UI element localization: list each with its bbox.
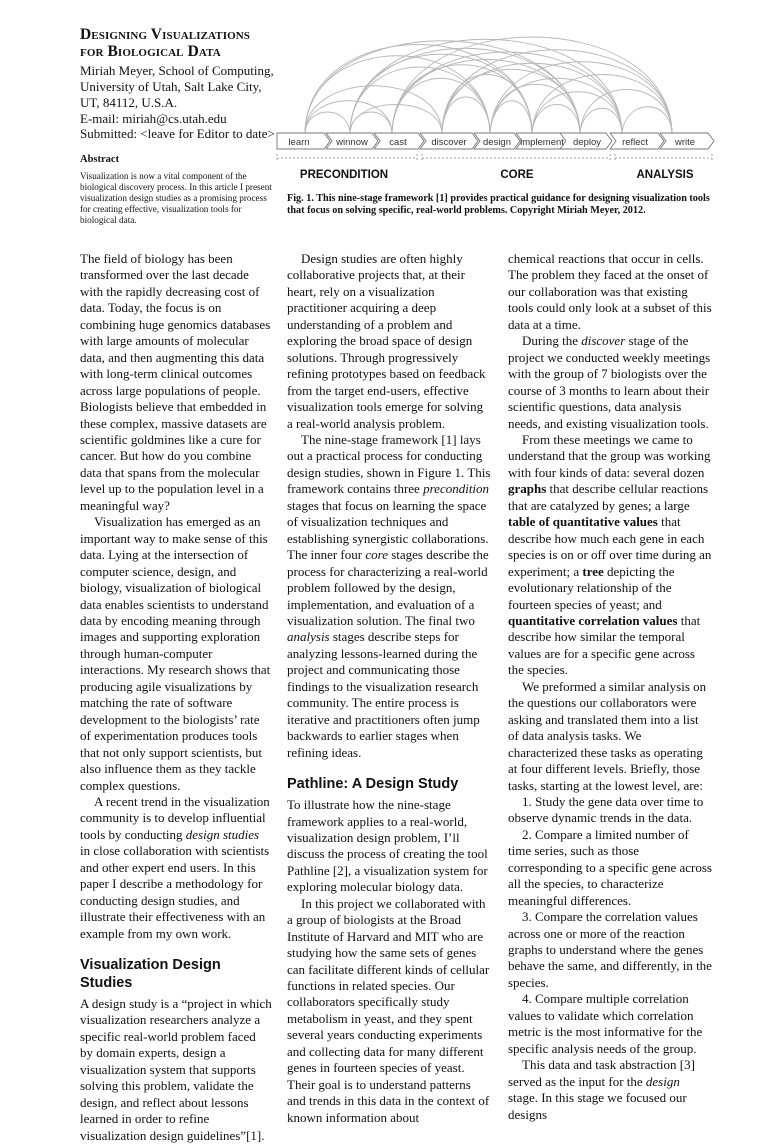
stage-label-design: design [483, 137, 511, 148]
author-block [80, 63, 274, 127]
stage-label-cast: cast [389, 137, 407, 148]
paragraph [508, 1057, 712, 1123]
text-run: The nine-stage framework [1] lays out a practical process for conducting design studies, shown in Figure 1. This framework contains three [287, 431, 491, 497]
text-run: This data and task abstraction [3] served as the input for the [508, 1057, 695, 1089]
backward-arcs [305, 37, 672, 133]
emphasis: core [365, 547, 388, 563]
stage-label-reflect: reflect [622, 137, 648, 148]
paragraph [508, 432, 712, 679]
text-run: A recent trend in the visualization community is to develop influential tools by conducting [80, 793, 270, 842]
paragraph: To illustrate how the nine-stage framework applies to a real-world, visualization design problem, I’ll discuss the process of creating the tool Pathline [2], a visualization system for exploring molecular biology data. [287, 797, 488, 895]
paper-title [80, 26, 250, 60]
emphasis: design studies [185, 826, 260, 842]
stage-label-write: write [674, 137, 696, 148]
author-email: E-mail: miriah@cs.utah.edu [80, 111, 227, 126]
title-line-2: for Biological Data [80, 43, 221, 60]
body-column-1 [80, 251, 272, 1144]
list-item: 3. Compare the correlation values across one or more of the reaction graphs to understand where the genes behave the same, and differently, in the species. [508, 909, 712, 990]
text-run: From these meetings we came to understand that the group was working with four kinds of data: several dozen [508, 431, 711, 480]
paragraph: Visualization has emerged as an important way to make sense of this data. Lying at the intersection of computer science, design, and biology, visualization of biological data enables scientists to understand data by encoding meaning through images and supporting exploration through human-computer interactions. My research shows that producing agile visualizations by matching the rate of software development to the biologists’ rate of experimentation produces tools that not only support scientists, but also influence them as they tackle complex questions. [80, 514, 271, 793]
paragraph: A design study is a “project in which visualization researchers analyze a specific real-world problem faced by domain experts, design a visualization system that supports solving this problem, validate the design, and reflect about lessons learned in order to refine visualization design guidelines”[1]. [80, 996, 272, 1143]
abstract-text: Visualization is now a vital component of the biological discovery process. In this article I present visualization design studies as a promising process for creating effective, visualization tools for biological data. [80, 171, 272, 225]
section-heading: Pathline: A Design Study [287, 776, 459, 793]
author-line: University of Utah, Salt Lake City, [80, 79, 262, 94]
group-label-core: CORE [500, 169, 534, 181]
text-run: stages describe steps for analyzing lessons-learned during the project and communicating those findings to the visualization research community. The entire process is iterative and practitioners often jump backwards to earlier stages when refining ideas. [287, 629, 480, 760]
bold-term: tree [582, 563, 604, 579]
paragraph: We preformed a similar analysis on the questions our collaborators were asking and translated them into a list of data analysis tasks. We characterized these tasks as operating at four different levels. Briefly, those tasks, starting at the lowest level, are: [508, 678, 707, 793]
text-run: stage. In this stage we focused our designs [508, 1090, 687, 1122]
paragraph: chemical reactions that occur in cells. The problem they faced at the onset of our collaboration was that existing tools could only look at a subset of this data at a time. [508, 251, 712, 332]
bold-term: quantitative correlation values [508, 612, 678, 628]
list-item: 2. Compare a limited number of time series, such as those corresponding to a specific gene across all the species, to characterize meaningful differences. [508, 826, 712, 908]
group-dividers [277, 154, 712, 162]
emphasis: design [645, 1073, 680, 1089]
text-run: stages that focus on learning the space of visualization techniques and establishing synergistic collaborations. The inner four [287, 497, 489, 563]
text-run: that describe cellular reactions that are catalyzed by genes; a large [508, 481, 708, 513]
author-line: Miriah Meyer, School of Computing, [80, 63, 274, 78]
list-item: 1. Study the gene data over time to observe dynamic trends in the data. [508, 793, 704, 826]
text-run: stages describe the process for characterizing a real-world problem followed by the design, implementation, and evaluation of a visualization solution. The final two [287, 547, 489, 628]
body-column-3 [508, 251, 712, 1123]
stage-label-implement: implement [520, 137, 564, 148]
paragraph [287, 432, 491, 761]
paragraph [80, 794, 272, 942]
title-line-1: Designing Visualizations [80, 26, 251, 43]
submitted-line: Submitted: <leave for Editor to date> [80, 126, 275, 141]
figure-caption: Fig. 1. This nine-stage framework [1] provides practical guidance for designing visualization tools that focus on solving specific, real-world problems. Copyright Miriah Meyer, 2012. [287, 193, 710, 216]
text-run: stage of the project we conducted weekly meetings with the group of 7 biologists over the course of 3 months to learn about their scientific questions, data analysis needs, and existing visualization tools. [508, 333, 711, 431]
abstract-heading: Abstract [80, 154, 120, 165]
body-column-2 [287, 251, 491, 1126]
paragraph: Design studies are often highly collaborative projects that, at their heart, rely on a visualization practitioner acquiring a deep understanding of a problem and exploring the broad space of design solutions. Through progressively refining prototypes based on feedback from the target end-users, effective visualization tools emerge for solving a real-world analysis problem. [287, 251, 486, 431]
bold-term: graphs [508, 481, 547, 497]
stage-label-deploy: deploy [573, 137, 601, 148]
bold-term: table of quantitative values [508, 514, 658, 530]
text-run: that describe how similar the temporal values are for a specific gene across the species. [508, 612, 701, 678]
group-label-analysis: ANALYSIS [636, 169, 694, 181]
paragraph [508, 333, 712, 432]
emphasis: analysis [287, 629, 330, 645]
author-line: UT, 84112, U.S.A. [80, 95, 178, 110]
emphasis: precondition [423, 481, 490, 497]
group-label-precondition: PRECONDITION [299, 169, 389, 181]
text-run: in close collaboration with scientists and other expert end users. In this paper I describe a methodology for conducting design studies, and illustrate their effectiveness with an example from my own work. [80, 843, 270, 941]
text-run: that describe how much each gene in each species is on or off over time during an experiment; a [508, 514, 712, 579]
text-run: During the [522, 333, 582, 349]
section-heading: Visualization Design Studies [80, 957, 221, 992]
paragraph: The field of biology has been transformed over the last decade with the rapidly decreasing cost of data. Today, the focus is on combining huge genomics databases with large amounts of molecular data, and then augmenting this data with long-term clinical outcomes across large populations of people. Biologists believe that embedded in these complex, massive datasets are scientific goldmines like a cure for cancer. But how do you combine data that spans from the molecular level up to the population level in a meaningful way? [80, 251, 271, 513]
stage-label-learn: learn [288, 137, 310, 148]
stage-label-discover: discover [431, 137, 467, 148]
emphasis: discover [581, 333, 626, 349]
list-item: 4. Compare multiple correlation values to validate which correlation metric is the most informative for the specific analysis needs of the group. [508, 991, 703, 1056]
text-run: depicting the evolutionary relationship of the fourteen species of yeast; and [508, 563, 675, 612]
stage-label-winnow: winnow [336, 137, 368, 148]
paragraph: In this project we collaborated with a group of biologists at the Broad Institute of Harvard and MIT who are studying how the same sets of genes can facilitate different kinds of cellular functions in related species. Our collaborators specifically study metabolism in yeast, and they spent several years conducting experiments and collecting data for many different genes in fourteen species of yeast. Their goal is to understand patterns and trends in this data in the context of known information about [287, 895, 490, 1125]
nine-stage-framework-figure [272, 0, 722, 190]
